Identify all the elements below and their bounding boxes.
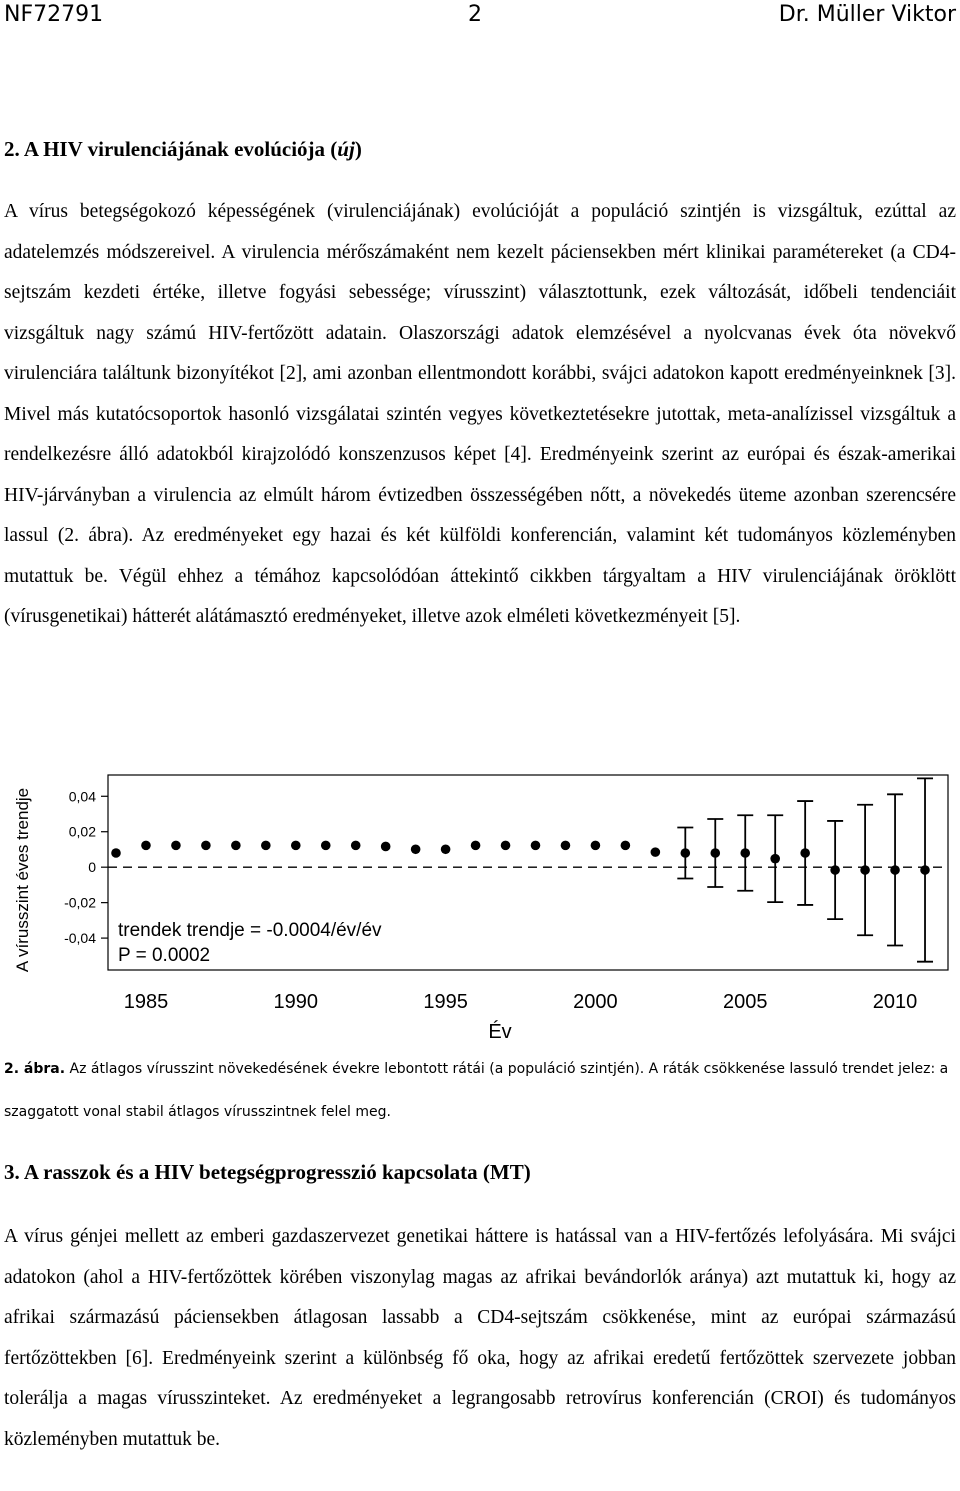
data-point [651,847,661,857]
data-point [411,844,421,854]
data-point [351,841,361,851]
data-point [591,841,601,851]
data-point [381,842,391,852]
section2-heading [4,137,362,162]
data-point [800,848,810,858]
header-id: NF72791 [4,2,104,27]
data-point [231,841,241,851]
y-tick-label: 0 [88,859,96,876]
p-value-annotation: P = 0.0002 [118,945,211,966]
data-point [471,841,481,851]
data-point [441,844,451,854]
data-point [890,865,900,875]
data-point [291,841,301,851]
y-axis-label: A vírusszint éves trendje [13,787,32,973]
section2-paragraph: A vírus betegségokozó képességének (virulenciájának) evolúcióját a populáció szintjén is vizsgáltuk, ezúttal az adatelemzés módszereivel. A virulencia mérőszámaként nem kezelt páciensekben mért klinikai paramétereket (a CD4-sejtszám kezdeti értéke, illetve fogyási sebessége; vírusszint) választottunk, ezek változását, időbeli tendenciáit vizsgáltuk nagy számú HIV-fertőzött adatain. Olaszországi adatok elemzésével a nyolcvanas évek óta növekvő virulenciára találtunk bizonyítékot [2], ami azonban ellentmondott korábbi, svájci adatokon kapott eredményeinknek [3]. Mivel más kutatócsoportok hasonló vizsgálatai szintén vegyes következtetésekre jutottak, meta-analízissel vizsgáltuk a rendelkezésre álló adatokból kirajzolódó konszenzusos képet [4]. Eredményeink szerint az európai és észak-amerikai HIV-járványban a virulencia az elmúlt három évtizedben összességében nőtt, a növekedés üteme azonban szerencsére lassul (2. ábra). Az eredményeket egy hazai és két külföldi konferencián, valamint két tudományos közleményben mutattuk be. Végül ehhez a témához kapcsolódóan áttekintő cikkben tárgyaltam a HIV virulenciájának öröklött (vírusgenetikai) hátterét alátámasztó eredményeket, illetve azok elméleti következményeit [5]. [4,201,956,627]
section2-heading-text: 2. A HIV virulenciájának evolúciója ( [4,137,338,161]
section2-heading-end: ) [354,137,362,161]
y-tick-label: -0,02 [64,894,96,911]
x-tick-label: 2010 [872,991,918,1013]
trend-annotation: trendek trendje = -0.0004/év/év [118,920,382,941]
data-point [261,841,271,851]
section3-paragraph: A vírus génjei mellett az emberi gazdaszervezet genetikai háttere is hatással van a HIV-fertőzés lefolyására. Mi svájci adatokon (ahol a HIV-fertőzöttek körében viszonylag magas az afrikai bevándorlók aránya) azt mutattuk ki, hogy az afrikai származású páciensekben átlagosan lassabb a CD4-sejtszám csökkenése, mint az európai származású fertőzöttekben [6]. Eredményeink szerint a különbség fő oka, hogy az afrikai eredetű fertőzöttek szervezete jobban tolerálja a magas vírusszinteket. Az eredményeket a legrangosabb retrovírus konferencián (CROI) és tudományos közleményben mutattuk be. [4,1226,956,1450]
y-tick-label: 0,04 [68,788,96,805]
data-point [531,841,541,851]
x-tick-label: 1985 [123,991,169,1013]
data-point [860,865,870,875]
section3-heading: 3. A rasszok és a HIV betegségprogresszió kapcsolata (MT) [4,1160,531,1184]
data-point [201,841,211,851]
header-author: Dr. Müller Viktor [778,2,956,27]
x-tick-label: 1995 [423,991,468,1013]
figure-caption [4,1048,956,1134]
figure-caption-label: 2. ábra. [4,1061,66,1077]
data-point [920,865,930,875]
data-point [171,841,181,851]
data-point [740,848,750,858]
header-page-number: 2 [468,2,482,27]
data-point [501,841,511,851]
data-point [830,865,840,875]
data-point [681,848,691,858]
data-point [111,848,121,858]
y-tick-label: 0,02 [68,823,96,840]
x-tick-label: 2000 [573,991,618,1013]
virulence-trend-chart [0,770,960,1050]
data-point [321,841,331,851]
x-tick-label: 2005 [722,991,768,1013]
data-point [141,841,151,851]
figure-caption-text: Az átlagos vírusszint növekedésének évekre lebontott rátái (a populáció szintjén). A ráták csökkenése lassuló trendet jelez: a szaggatott vonal stabil átlagos vírusszintnek felel meg. [4,1061,949,1120]
y-tick-label: -0,04 [64,930,96,947]
data-point [770,854,780,864]
data-point [621,841,631,851]
data-point [561,841,571,851]
x-tick-label: 1990 [273,991,319,1013]
section2-heading-italic: új [337,137,355,161]
data-point [710,848,720,858]
x-axis-label: Év [488,1021,512,1043]
